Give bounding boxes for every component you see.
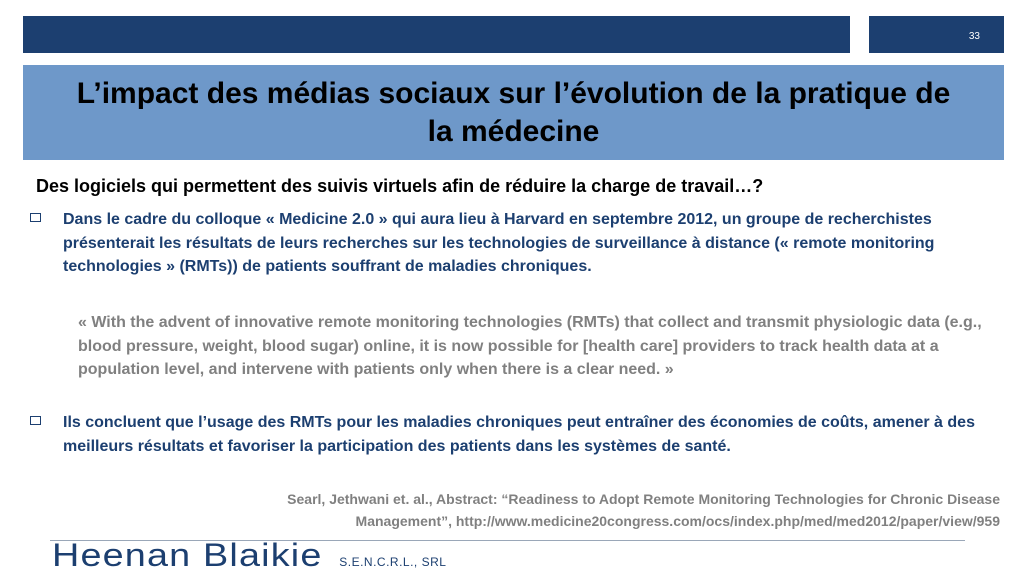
subtitle: Des logiciels qui permettent des suivis virtuels afin de réduire la charge de travail…?	[36, 176, 764, 196]
footer-logo	[52, 537, 446, 573]
citation-line-1: Searl, Jethwani et. al., Abstract: “Readiness to Adopt Remote Monitoring Technologies for Chronic Disease	[287, 491, 1000, 507]
square-bullet-icon	[30, 416, 41, 425]
citation	[70, 489, 1000, 532]
logo-suffix: S.E.N.C.R.L., SRL	[339, 555, 447, 569]
page-number: 33	[968, 31, 980, 42]
bullet-text: Dans le cadre du colloque « Medicine 2.0 » qui aura lieu à Harvard en septembre 2012, un groupe de recherchistes présenterait les résultats de leurs recherches sur les technologies de surveillance à distance (« remote monitoring technologies » (RMTs)) de patients souffrant de maladies chroniques.	[63, 211, 935, 275]
header-bar-right	[869, 16, 1004, 53]
quote: « With the advent of innovative remote monitoring technologies (RMTs) that collect and transmit physiologic data (e.g., blood pressure, weight, blood sugar) online, it is now possible for [health care] providers to track health data at a population level, and intervene with patients only when there is a clear need. »	[78, 314, 982, 378]
bullet-item	[30, 208, 1000, 279]
square-bullet-icon	[30, 213, 41, 222]
citation-line-2: Management”, http://www.medicine20congress.com/ocs/index.php/med/med2012/paper/view/959	[355, 512, 1000, 529]
title-band	[23, 65, 1004, 160]
bullet-text: Ils concluent que l’usage des RMTs pour les maladies chroniques peut entraîner des économies de coûts, amener à des meilleurs résultats et favoriser la participation des patients dans les systèmes de santé.	[63, 414, 975, 455]
bullet-item	[30, 411, 1000, 458]
page-title: L’impact des médias sociaux sur l’évolution de la pratique de la médecine	[76, 76, 951, 148]
logo-name: Heenan Blaikie	[52, 537, 323, 573]
header-bar	[23, 16, 850, 53]
